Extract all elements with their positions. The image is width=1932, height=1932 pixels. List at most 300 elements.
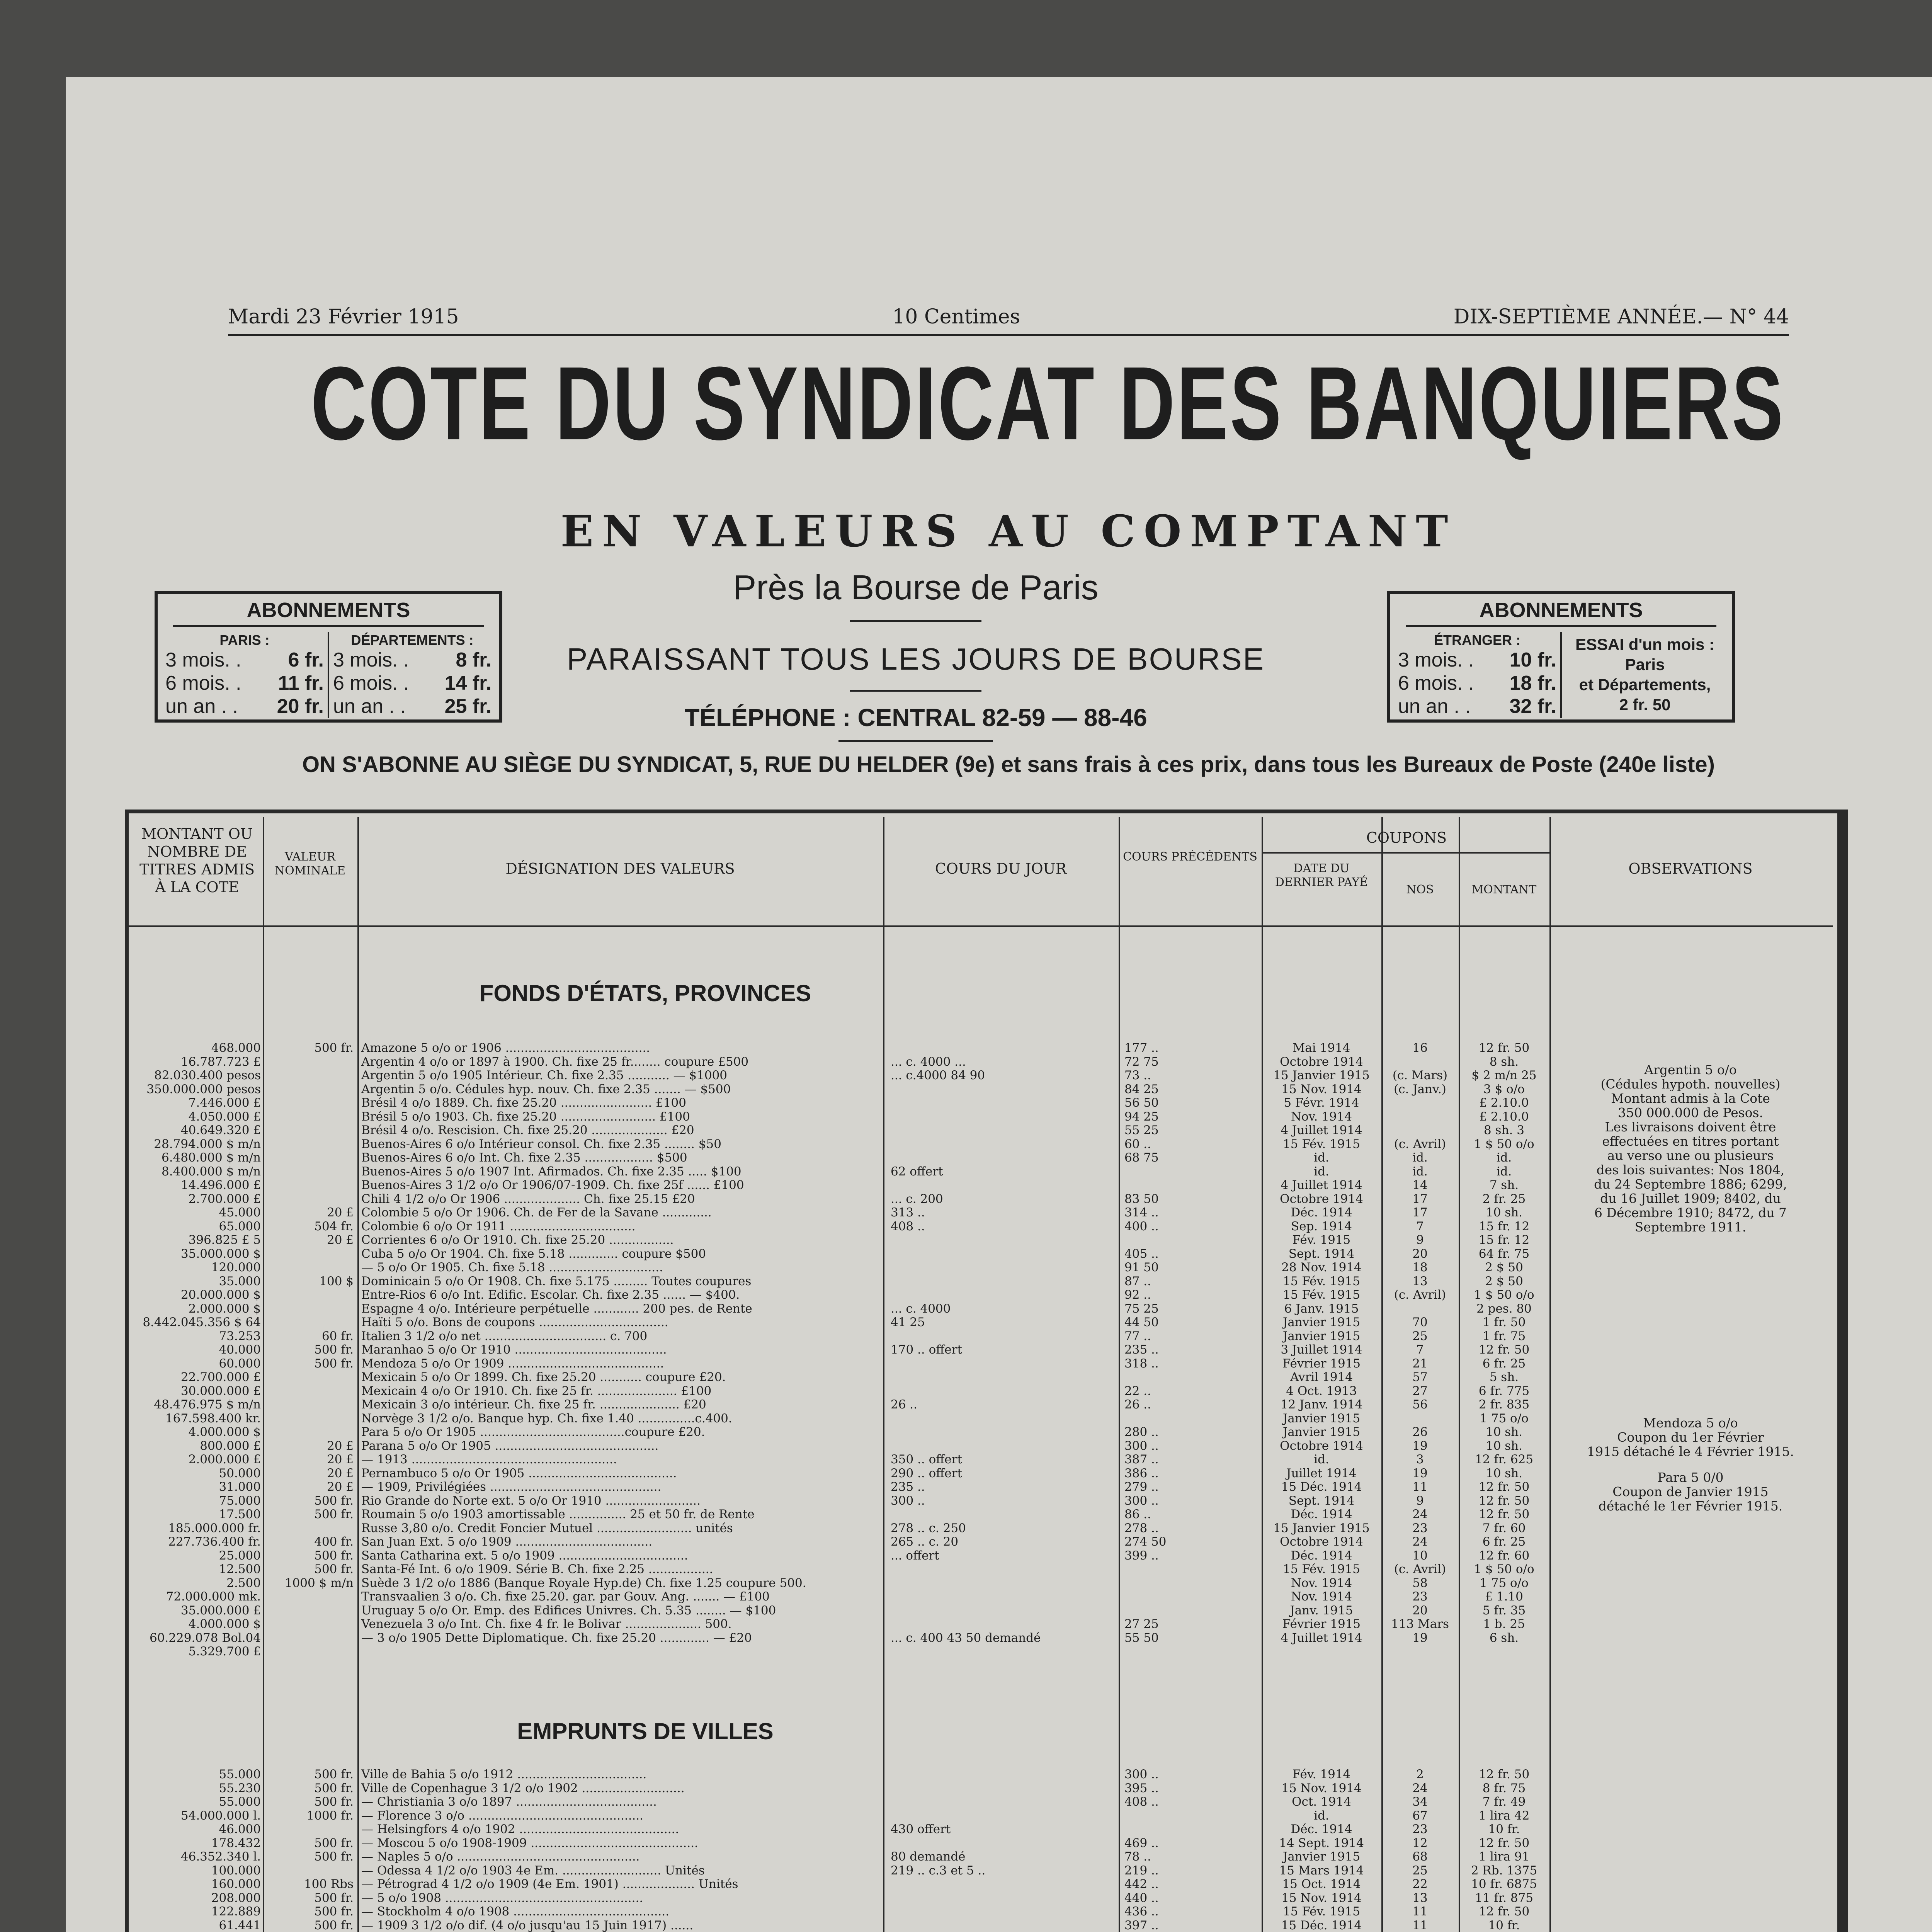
table-cell: 1000 fr. xyxy=(306,1809,354,1823)
table-cell: 350 .. offert xyxy=(891,1453,962,1466)
table-cell: 235 .. xyxy=(891,1480,925,1494)
table-cell: 1 fr. 75 xyxy=(1482,1329,1526,1343)
table-cell xyxy=(891,1261,1117,1275)
table-cell: 279 .. xyxy=(1124,1480,1159,1494)
table-cell: 7 xyxy=(1416,1343,1424,1357)
table-cell: 25.000 xyxy=(219,1549,261,1563)
col-valeur xyxy=(265,1768,354,1932)
table-cell: 4 Oct. 1913 xyxy=(1286,1384,1357,1398)
table-cell: 170 .. offert xyxy=(891,1343,962,1357)
table-cell xyxy=(891,1124,1117,1138)
table-cell: 1 lira 91 xyxy=(1478,1850,1530,1864)
table-cell xyxy=(891,1110,1117,1124)
table-cell: 400 .. xyxy=(1124,1219,1159,1233)
table-cell: 2 fr. 835 xyxy=(1478,1398,1530,1412)
table-cell: 67 xyxy=(1412,1809,1428,1823)
table-cell: 12 Janv. 1914 xyxy=(1280,1398,1363,1412)
table-cell: 5.329.700 £ xyxy=(188,1645,261,1658)
table-cell: 55 25 xyxy=(1124,1124,1159,1137)
table-cell xyxy=(265,1110,354,1124)
observation-line: 6 Décembre 1910; 8472, du 7 xyxy=(1594,1206,1787,1220)
table-cell: 500 fr. xyxy=(314,1795,354,1809)
table-cell xyxy=(265,1138,354,1151)
table-cell: Haïti 5 o/o. Bons de coupons .................................. xyxy=(361,1316,668,1329)
table-cell: (c. Avril) xyxy=(1394,1137,1446,1151)
observation-line: Les livraisons doivent être xyxy=(1605,1120,1776,1134)
table-cell: 8.400.000 $ m/n xyxy=(161,1165,261,1179)
col-jour xyxy=(891,1041,1117,1659)
masthead-line-parution: PARAISSANT TOUS LES JOURS DE BOURSE xyxy=(566,642,1265,676)
table-cell: 3 Juillet 1914 xyxy=(1281,1343,1362,1357)
issue-price: 10 Centimes xyxy=(892,305,1020,328)
col-valeur xyxy=(265,1041,354,1659)
table-cell: 25 xyxy=(1412,1329,1428,1343)
table-cell: 17 xyxy=(1412,1206,1428,1219)
table-cell xyxy=(1124,1823,1260,1837)
table-cell: 500 fr. xyxy=(314,1781,354,1795)
table-cell: 24 xyxy=(1412,1535,1428,1549)
table-cell: 122.889 xyxy=(211,1905,261,1918)
table-cell: 5 sh. xyxy=(1489,1371,1519,1384)
table-cell: Santa Catharina ext. 5 o/o 1909 .................................. xyxy=(361,1549,688,1563)
table-cell: 15 Janvier 1915 xyxy=(1273,1069,1370,1082)
table-cell: 10 xyxy=(1412,1549,1428,1563)
table-cell: 75.000 xyxy=(219,1494,261,1508)
table-cell: Ville de Copenhague 3 1/2 o/o 1902 ........................... xyxy=(361,1781,685,1795)
table-cell: 12 xyxy=(1412,1836,1428,1850)
table-cell xyxy=(1124,1590,1260,1604)
table-cell xyxy=(891,1288,1117,1302)
table-cell: 274 50 xyxy=(1124,1535,1167,1549)
table-cell: 160.000 xyxy=(211,1878,261,1891)
table-cell xyxy=(891,1083,1117,1097)
column-rule xyxy=(1459,817,1460,1932)
table-cell: 60 .. xyxy=(1124,1137,1151,1151)
table-cell: Fév. 1915 xyxy=(1292,1233,1351,1247)
table-cell: 27 xyxy=(1412,1384,1428,1398)
table-cell: 100.000 xyxy=(211,1864,261,1878)
table-cell: 442 .. xyxy=(1124,1878,1159,1891)
table-cell: 399 .. xyxy=(1124,1549,1159,1563)
table-cell: 12 fr. 50 xyxy=(1478,1041,1530,1055)
table-cell: 500 fr. xyxy=(314,1494,354,1508)
table-cell: id. xyxy=(1314,1453,1329,1466)
tarif-row: 3 mois. . 6 fr. xyxy=(165,649,324,671)
table-cell: id. xyxy=(1496,1151,1512,1165)
table-cell: 19 xyxy=(1412,1466,1428,1480)
table-cell xyxy=(891,1330,1117,1344)
table-cell: 20 £ xyxy=(327,1439,354,1453)
observation-line: Para 5 0/0 xyxy=(1657,1470,1724,1485)
table-cell xyxy=(1461,1645,1548,1659)
table-cell: 500 fr. xyxy=(314,1563,354,1576)
col-head-coupons: COUPONS xyxy=(1366,829,1447,846)
table-cell: 22.700.000 £ xyxy=(180,1371,261,1384)
table-cell: Russe 3,80 o/o. Credit Foncier Mutuel ......................... unités xyxy=(361,1521,733,1535)
observation-line: (Cédules hypoth. nouvelles) xyxy=(1600,1077,1781,1091)
table-cell: Avril 1914 xyxy=(1290,1371,1353,1384)
table-cell xyxy=(891,1439,1117,1453)
table-cell: — Pétrograd 4 1/2 o/o 1909 (4e Em. 1901) ................... Unités xyxy=(361,1878,738,1891)
table-cell: 6 Janv. 1915 xyxy=(1284,1302,1359,1316)
table-cell: 94 25 xyxy=(1124,1110,1159,1124)
table-cell: 2.500 xyxy=(226,1576,261,1590)
table-cell: Para 5 o/o Or 1905 ......................................coupure £20. xyxy=(361,1425,705,1439)
table-cell xyxy=(265,1631,354,1645)
table-cell: 35.000 xyxy=(219,1274,261,1288)
table-cell: 41 25 xyxy=(891,1316,925,1329)
newspaper-page xyxy=(66,77,1932,1932)
table-cell: 19 xyxy=(1412,1631,1428,1645)
table-cell: 72 75 xyxy=(1124,1055,1159,1069)
table-cell: ... offert xyxy=(891,1549,939,1563)
table-cell: — Helsingfors 4 o/o 1902 .......................................... xyxy=(361,1823,679,1836)
col-head-cours-prec: COURS PRÉCÉDENTS xyxy=(1123,850,1257,864)
observation-line: 1915 détaché le 4 Février 1915. xyxy=(1587,1444,1794,1459)
table-cell: 16 xyxy=(1412,1041,1428,1055)
table-cell: — Christiania 3 o/o 1897 ..................................... xyxy=(361,1795,657,1809)
table-cell: ... c. 4000 xyxy=(891,1302,951,1316)
table-cell: 27 25 xyxy=(1124,1617,1159,1631)
table-cell: 22 .. xyxy=(1124,1384,1151,1398)
col-no xyxy=(1383,1768,1457,1932)
table-cell: Nov. 1914 xyxy=(1291,1576,1352,1590)
table-cell: 12 fr. 625 xyxy=(1475,1453,1534,1466)
table-cell xyxy=(265,1864,354,1878)
table-cell: 500 fr. xyxy=(314,1343,354,1357)
table-cell: 12 fr. 50 xyxy=(1478,1836,1530,1850)
table-cell: £ 2.10.0 xyxy=(1479,1110,1529,1124)
observation-line: Montant admis à la Cote xyxy=(1611,1091,1770,1105)
table-cell: Transvaalien 3 o/o. Ch. fixe 25.20. gar. par Gouv. Ang. ....... — £100 xyxy=(361,1590,770,1604)
table-cell: 13 xyxy=(1412,1891,1428,1905)
table-cell: 10 sh. xyxy=(1485,1466,1523,1480)
table-cell: 82.030.400 pesos xyxy=(154,1069,261,1082)
table-cell: 20 £ xyxy=(327,1453,354,1466)
table-cell: 350.000.000 pesos xyxy=(146,1082,261,1096)
table-cell xyxy=(265,1398,354,1412)
table-cell xyxy=(1383,1302,1457,1316)
table-cell: ... c.4000 84 90 xyxy=(891,1069,985,1082)
table-cell xyxy=(265,1412,354,1426)
table-cell: Rio Grande do Norte ext. 5 o/o Or 1910 ......................... xyxy=(361,1494,701,1508)
table-cell: 84 25 xyxy=(1124,1082,1159,1096)
table-cell: 185.000.000 fr. xyxy=(168,1521,261,1535)
table-cell: Corrientes 6 o/o Or 1910. Ch. fixe 25.20 ................. xyxy=(361,1233,674,1247)
table-cell: 14 xyxy=(1412,1179,1428,1192)
table-cell: 2.000.000 $ xyxy=(188,1302,261,1316)
table-cell: 436 .. xyxy=(1124,1905,1159,1918)
table-cell xyxy=(265,1096,354,1110)
observation-line: détaché le 1er Février 1915. xyxy=(1598,1499,1783,1513)
table-cell: Janvier 1915 xyxy=(1282,1316,1361,1329)
tarifs-paris xyxy=(165,632,324,718)
table-cell: 5 Févr. 1914 xyxy=(1284,1096,1359,1110)
tarif-row: un an . . 20 fr. xyxy=(165,695,324,718)
table-cell: 500 fr. xyxy=(314,1549,354,1563)
table-cell: 4.050.000 £ xyxy=(188,1110,261,1124)
table-cell: 91 50 xyxy=(1124,1261,1159,1274)
col-head-numero: NOS xyxy=(1406,883,1434,896)
table-cell: 23 xyxy=(1412,1521,1428,1535)
section-emprunts-villes: EMPRUNTS DE VILLES xyxy=(517,1718,774,1744)
table-cell: 12 fr. 50 xyxy=(1478,1494,1530,1508)
table-cell: 30.000.000 £ xyxy=(180,1384,261,1398)
table-cell: 3 $ o/o xyxy=(1483,1082,1525,1096)
table-cell: 15 Mars 1914 xyxy=(1279,1864,1364,1878)
table-cell: — 1909, Privilégiées ............................................. xyxy=(361,1480,662,1494)
table-cell: 6 sh. xyxy=(1489,1631,1519,1645)
table-cell: 15 Fév. 1915 xyxy=(1283,1137,1360,1151)
table-cell: 167.598.400 kr. xyxy=(165,1412,261,1425)
table-cell xyxy=(1124,1809,1260,1823)
table-cell: 35.000.000 $ xyxy=(180,1247,261,1261)
table-cell: 15 fr. 12 xyxy=(1478,1233,1530,1247)
table-cell: 12 fr. 60 xyxy=(1478,1549,1530,1563)
table-cell: Argentin 4 o/o or 1897 à 1900. Ch. fixe 25 fr........ coupure £500 xyxy=(361,1055,749,1069)
divider xyxy=(328,632,329,718)
observation-line: des lois suivantes: Nos 1804, xyxy=(1596,1163,1785,1177)
table-cell: 430 offert xyxy=(891,1823,951,1836)
table-cell: Déc. 1914 xyxy=(1291,1206,1352,1219)
table-cell: Mexicain 5 o/o Or 1899. Ch. fixe 25.20 ........... coupure £20. xyxy=(361,1371,726,1384)
table-cell: Cuba 5 o/o Or 1904. Ch. fixe 5.18 ............. coupure $500 xyxy=(361,1247,706,1261)
table-cell: 15 Déc. 1914 xyxy=(1281,1480,1362,1494)
table-cell: 1 75 o/o xyxy=(1480,1412,1529,1425)
table-cell xyxy=(1124,1179,1260,1192)
table-cell: 278 .. c. 250 xyxy=(891,1521,966,1535)
divider xyxy=(850,690,981,692)
table-cell: Suède 3 1/2 o/o 1886 (Banque Royale Hyp.de) Ch. fixe 1.25 coupure 500. xyxy=(361,1576,806,1590)
table-cell: 1 $ 50 o/o xyxy=(1474,1288,1534,1302)
table-cell: 46.000 xyxy=(219,1823,261,1836)
table-cell xyxy=(891,1590,1117,1604)
table-cell: £ 2.10.0 xyxy=(1479,1096,1529,1110)
table-cell xyxy=(265,1425,354,1439)
table-cell xyxy=(891,1138,1117,1151)
table-cell: Santa-Fé Int. 6 o/o 1909. Série B. Ch. fixe 2.25 ................. xyxy=(361,1563,713,1576)
tarifs-departements xyxy=(333,632,492,718)
table-cell: 68 75 xyxy=(1124,1151,1159,1165)
table-cell: 7 fr. 49 xyxy=(1482,1795,1526,1809)
table-cell: — 1913 ...................................................... xyxy=(361,1453,617,1466)
divider xyxy=(850,620,981,622)
table-cell xyxy=(891,1384,1117,1398)
tarif-row: un an . . 25 fr. xyxy=(333,695,492,718)
table-cell: Déc. 1914 xyxy=(1291,1508,1352,1521)
col-date xyxy=(1264,1768,1379,1932)
table-cell: 408 .. xyxy=(1124,1795,1159,1809)
table-cell xyxy=(891,1878,1117,1891)
table-cell: 45.000 xyxy=(219,1206,261,1219)
table-cell: 278 .. xyxy=(1124,1521,1159,1535)
table-cell xyxy=(265,1590,354,1604)
table-cell: ... c. 4000 ... xyxy=(891,1055,966,1069)
table-cell: 4 Juillet 1914 xyxy=(1281,1631,1362,1645)
table-cell: 4 Juillet 1914 xyxy=(1281,1124,1362,1137)
table-cell: Maranhao 5 o/o Or 1910 ........................................ xyxy=(361,1343,667,1357)
table-cell: 20 xyxy=(1412,1604,1428,1617)
table-cell: 14 Sept. 1914 xyxy=(1279,1836,1364,1850)
table-cell: 20 £ xyxy=(327,1466,354,1480)
column-rule xyxy=(1119,817,1120,1932)
observation-line: du 16 Juillet 1909; 8402, du xyxy=(1600,1191,1781,1206)
table-cell: 64 fr. 75 xyxy=(1478,1247,1530,1261)
table-cell: 100 $ xyxy=(319,1274,354,1288)
tarif-row: 3 mois. . 10 fr. xyxy=(1398,649,1556,671)
table-cell xyxy=(265,1522,354,1536)
table-cell: 55.000 xyxy=(219,1795,261,1809)
table-cell: 2 $ 50 xyxy=(1485,1261,1523,1274)
observation-line: 350 000.000 de Pesos. xyxy=(1617,1105,1764,1120)
table-cell: ... c. 200 xyxy=(891,1192,943,1206)
table-cell: 1 $ 50 o/o xyxy=(1474,1137,1534,1151)
table-cell: Parana 5 o/o Or 1905 ........................................... xyxy=(361,1439,659,1453)
table-cell: 100 Rbs xyxy=(304,1878,354,1891)
table-cell: 12 fr. 50 xyxy=(1478,1768,1530,1781)
table-cell: 120.000 xyxy=(211,1261,261,1274)
table-cell xyxy=(265,1604,354,1618)
table-cell: 86 .. xyxy=(1124,1508,1151,1521)
table-cell xyxy=(891,1041,1117,1055)
table-cell xyxy=(891,1151,1117,1165)
col-mt xyxy=(1461,1768,1548,1932)
table-cell: 1000 $ m/n xyxy=(284,1576,354,1590)
table-cell: 7 xyxy=(1416,1219,1424,1233)
table-cell: Mendoza 5 o/o Or 1909 ......................................... xyxy=(361,1357,664,1371)
table-cell: 60.229.078 Bol.04 xyxy=(149,1631,261,1645)
abonnements-box-right xyxy=(1387,591,1735,723)
table-cell: 73 .. xyxy=(1124,1069,1151,1082)
table-cell: 28.794.000 $ m/n xyxy=(154,1137,261,1151)
table-cell: 21 xyxy=(1412,1357,1428,1371)
table-cell: 26 .. xyxy=(1124,1398,1151,1412)
table-cell xyxy=(1124,1645,1260,1659)
table-cell: 16.787.723 £ xyxy=(180,1055,261,1069)
essai-line: ESSAI d'un mois : xyxy=(1575,635,1714,653)
table-cell: 2 xyxy=(1416,1768,1424,1781)
table-cell: Amazone 5 o/o or 1906 ...................................... xyxy=(361,1041,650,1055)
essai-offer xyxy=(1566,632,1724,718)
table-cell: Chili 4 1/2 o/o Or 1906 .................... Ch. fixe 25.15 £20 xyxy=(361,1192,695,1206)
masthead-line-bourse: Près la Bourse de Paris xyxy=(733,568,1099,607)
tarif-head: ÉTRANGER : xyxy=(1434,632,1520,648)
table-cell: id. xyxy=(1412,1151,1428,1165)
table-cell: 500 fr. xyxy=(314,1836,354,1850)
col-montant xyxy=(133,1768,261,1932)
table-cell: Norvège 3 1/2 o/o. Banque hyp. Ch. fixe 1.40 ...............c.400. xyxy=(361,1412,732,1425)
abonnements-title: ABONNEMENTS xyxy=(1406,594,1716,627)
table-cell: 44 50 xyxy=(1124,1316,1159,1329)
table-cell: 73.253 xyxy=(219,1329,261,1343)
table-cell: Argentin 5 o/o 1905 Intérieur. Ch. fixe 2.35 ........... — $1000 xyxy=(361,1069,728,1082)
table-cell xyxy=(891,1233,1117,1247)
table-cell xyxy=(891,1891,1117,1905)
table-cell: 8 sh. 3 xyxy=(1484,1124,1524,1137)
table-cell xyxy=(891,1096,1117,1110)
table-cell: Buenos-Aires 6 o/o Intérieur consol. Ch. fixe 2.35 ........ $50 xyxy=(361,1137,721,1151)
table-cell: — Florence 3 o/o .............................................. xyxy=(361,1809,644,1823)
table-cell: Colombie 5 o/o Or 1906. Ch. de Fer de la Savane ............. xyxy=(361,1206,712,1219)
table-cell: 500 fr. xyxy=(314,1357,354,1371)
table-cell: 15 Janvier 1915 xyxy=(1273,1521,1370,1535)
table-cell: 504 fr. xyxy=(314,1219,354,1233)
table-cell: 62 offert xyxy=(891,1165,943,1179)
table-cell: 177 .. xyxy=(1124,1041,1159,1055)
col-head-designation: DÉSIGNATION DES VALEURS xyxy=(505,860,735,877)
table-cell: Janvier 1915 xyxy=(1282,1425,1361,1439)
table-cell: 40.000 xyxy=(219,1343,261,1357)
col-prec xyxy=(1124,1768,1260,1932)
table-cell: (c. Avril) xyxy=(1394,1288,1446,1302)
table-cell: 10 fr. 6875 xyxy=(1471,1878,1537,1891)
table-cell xyxy=(1383,1110,1457,1124)
table-cell: 22 xyxy=(1412,1878,1428,1891)
tarif-head: PARIS : xyxy=(219,632,270,648)
table-cell xyxy=(1383,1645,1457,1659)
table-cell: 314 .. xyxy=(1124,1206,1159,1219)
table-cell: 55.000 xyxy=(219,1768,261,1781)
table-cell: 55 50 xyxy=(1124,1631,1159,1645)
table-cell: — Stockholm 4 o/o 1908 ......................................... xyxy=(361,1905,670,1918)
table-cell: Entre-Rios 6 o/o Int. Edific. Escolar. Ch. fixe 2.35 ...... — $400. xyxy=(361,1288,740,1302)
observation-line: Coupon du 1er Février xyxy=(1617,1430,1764,1444)
table-cell xyxy=(1124,1371,1260,1384)
table-cell: San Juan Ext. 5 o/o 1909 .................................... xyxy=(361,1535,653,1549)
table-cell: 408 .. xyxy=(891,1219,925,1233)
table-cell: — 1909 3 1/2 o/o dif. (4 o/o jusqu'au 15 Juin 1917) ...... xyxy=(361,1918,694,1932)
col-head-cours-jour: COURS DU JOUR xyxy=(935,860,1067,877)
table-cell xyxy=(265,1083,354,1097)
table-cell: 20 £ xyxy=(327,1233,354,1247)
table-cell xyxy=(265,1151,354,1165)
table-cell: Octobre 1914 xyxy=(1280,1535,1363,1549)
table-cell: (c. Mars) xyxy=(1392,1069,1448,1082)
table-cell: 56 xyxy=(1412,1398,1428,1412)
table-cell: Octobre 1914 xyxy=(1280,1439,1363,1453)
table-cell xyxy=(1383,1412,1457,1426)
table-cell: 12 fr. 50 xyxy=(1478,1343,1530,1357)
table-cell: 6 fr. 775 xyxy=(1478,1384,1530,1398)
table-cell: 2 fr. 25 xyxy=(1482,1192,1526,1206)
table-cell: Uruguay 5 o/o Or. Emp. des Edifices Univres. Ch. 5.35 ........ — $100 xyxy=(361,1604,776,1617)
table-cell: 24 xyxy=(1412,1508,1428,1521)
issue-number: DIX-SEPTIÈME ANNÉE.— N° 44 xyxy=(1453,305,1789,328)
table-cell xyxy=(891,1837,1117,1850)
table-cell: Février 1915 xyxy=(1282,1357,1361,1371)
table-cell xyxy=(1124,1563,1260,1577)
table-cell: 28 Nov. 1914 xyxy=(1281,1261,1362,1274)
table-cell: 3 xyxy=(1416,1453,1424,1466)
table-cell: 1 $ 50 o/o xyxy=(1474,1563,1534,1576)
col-head-observations: OBSERVATIONS xyxy=(1628,860,1753,877)
col-no xyxy=(1383,1041,1457,1659)
table-cell xyxy=(361,1645,881,1659)
table-cell: 78 .. xyxy=(1124,1850,1151,1864)
table-cell: 11 xyxy=(1412,1905,1428,1918)
table-cell: 24 xyxy=(1412,1781,1428,1795)
col-date xyxy=(1264,1041,1379,1659)
table-cell: 6 fr. 25 xyxy=(1482,1535,1526,1549)
subscription-notice: ON S'ABONNE AU SIÈGE DU SYNDICAT, 5, RUE DU HELDER (9e) et sans frais à ces prix, dans tous les Bureaux de Poste (240e liste) xyxy=(302,752,1715,777)
table-cell: 10 sh. xyxy=(1485,1425,1523,1439)
table-cell: 405 .. xyxy=(1124,1247,1159,1261)
table-cell xyxy=(891,1371,1117,1384)
table-cell: 60.000 xyxy=(219,1357,261,1371)
section-fonds-etats: FONDS D'ÉTATS, PROVINCES xyxy=(479,980,811,1006)
table-cell: 55.230 xyxy=(219,1781,261,1795)
col-head-valeur: VALEUR NOMINALE xyxy=(274,850,346,878)
